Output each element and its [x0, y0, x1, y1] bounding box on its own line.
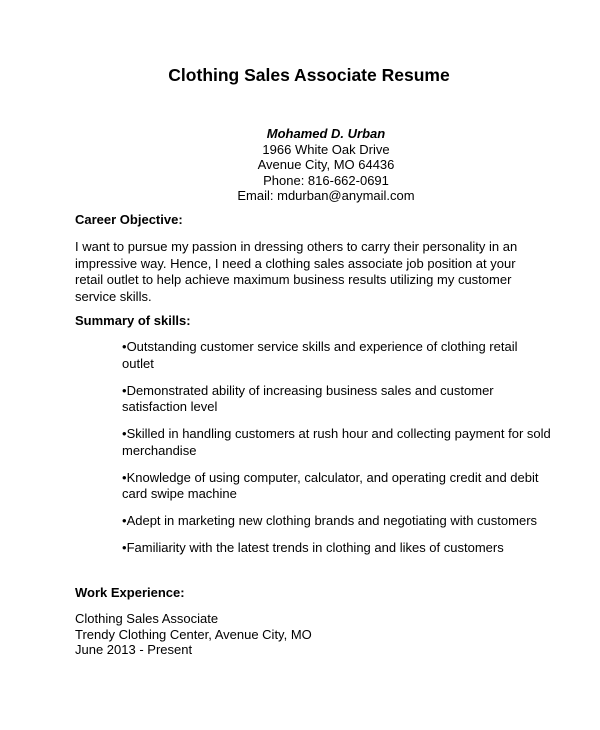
career-objective-text: I want to pursue my passion in dressing others to carry their personality in an impressive way. Hence, I need a clothing sales associate job position at your retail outlet to help achieve maximum business results utilizing my customer service skills.: [75, 239, 518, 304]
contact-block: [0, 126, 600, 204]
job-position: Clothing Sales Associate: [75, 611, 219, 626]
work-experience-block: [75, 611, 312, 658]
bullet-icon: •: [122, 426, 127, 441]
resume-title: Clothing Sales Associate Resume: [168, 65, 450, 85]
bullet-icon: •: [122, 339, 127, 354]
career-objective-heading: Career Objective:: [75, 212, 183, 227]
bullet-icon: •: [122, 540, 127, 555]
bullet-icon: •: [122, 469, 127, 485]
address-line-1: 1966 White Oak Drive: [262, 141, 390, 157]
candidate-name: Mohamed D. Urban: [266, 126, 386, 141]
address-line-2: Avenue City, MO 64436: [257, 157, 395, 172]
work-experience-heading: Work Experience:: [75, 585, 185, 600]
email-line: Email: mdurban@anymail.com: [237, 188, 415, 203]
skills-list: [122, 339, 552, 567]
skill-item: •Familiarity with the latest trends in clothing and likes of customers: [122, 540, 504, 555]
skills-heading: Summary of skills:: [75, 313, 191, 328]
job-dates: June 2013 - Present: [75, 642, 193, 657]
bullet-icon: •: [122, 513, 127, 528]
skill-item: •Outstanding customer service skills and experience of clothing retail outlet: [122, 339, 518, 371]
skill-item: •Adept in marketing new clothing brands and negotiating with customers: [122, 513, 538, 528]
phone-line: Phone: 816-662-0691: [263, 172, 389, 188]
skill-item: •Knowledge of using computer, calculator, and operating credit and debit card swipe machine: [122, 469, 539, 501]
skill-item: •Demonstrated ability of increasing business sales and customer satisfaction level: [122, 382, 494, 414]
bullet-icon: •: [122, 382, 127, 398]
skill-item: •Skilled in handling customers at rush hour and collecting payment for sold merchandise: [122, 426, 551, 458]
job-company: Trendy Clothing Center, Avenue City, MO: [75, 626, 312, 642]
